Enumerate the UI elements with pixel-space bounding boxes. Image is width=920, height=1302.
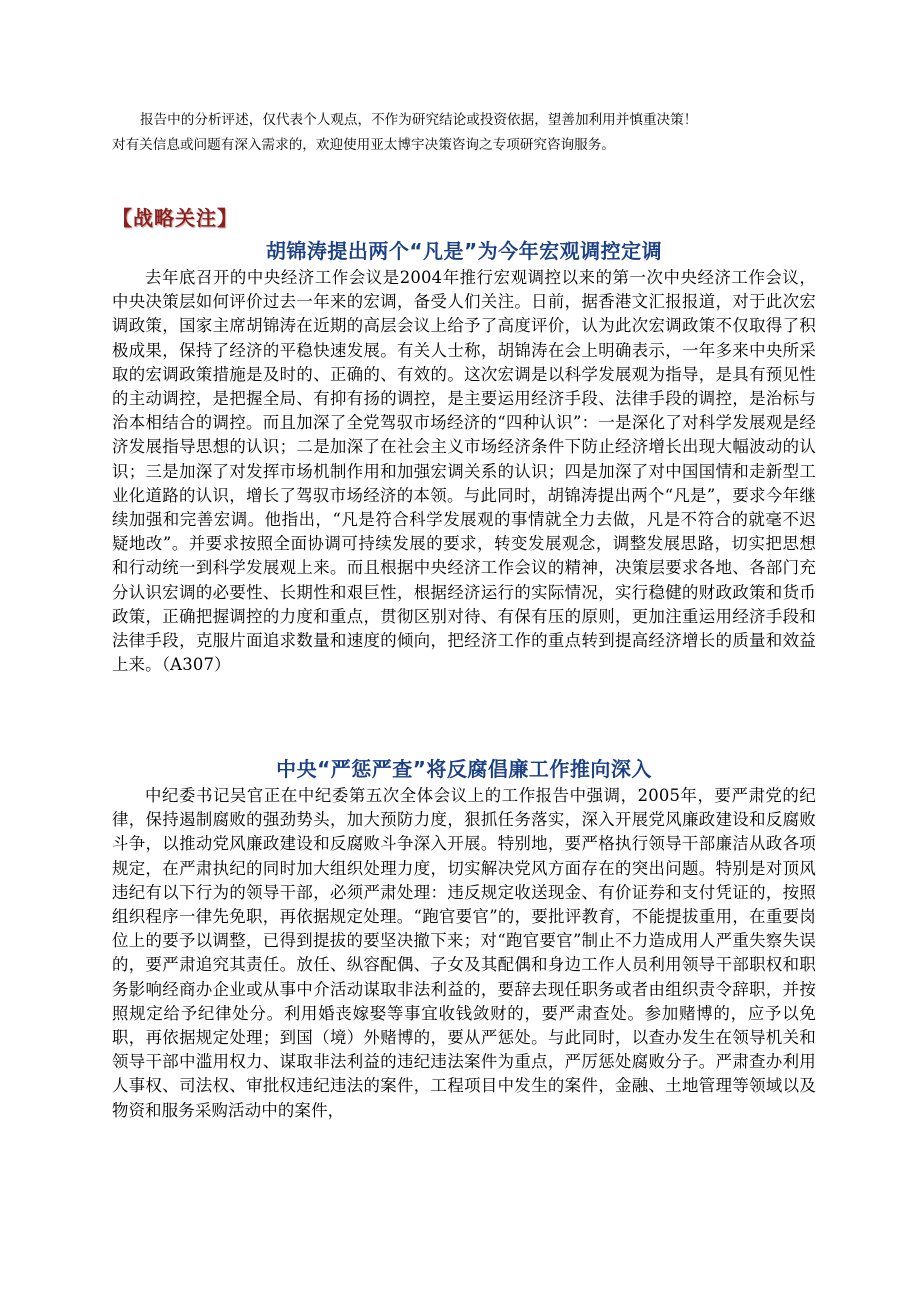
disclaimer <box>112 108 832 158</box>
article-hu-jintao <box>112 236 816 677</box>
section-label: 【战略关注】 <box>112 206 238 230</box>
article-title: 胡锦涛提出两个“凡是”为今年宏观调控定调 <box>265 239 663 263</box>
disclaimer-line-2: 对有关信息或问题有深入需求的，欢迎使用亚太博宇决策咨询之专项研究咨询服务。 <box>112 137 615 153</box>
article-body: 中纪委书记吴官正在中纪委第五次全体会议上的工作报告中强调，2005年，要严肃党的纪律，保持遏制腐败的强劲势头，加大预防力度，狠抓任务落实，深入开展党风廉政建设和反腐败斗争，以推动党风廉政建设和反腐败斗争深入开展。特别地，要严格执行领导干部廉洁从政各项规定，在严肃执纪的同时加大组织处理力度，切实解决党风方面存在的突出问题。特别是对顶风违纪有以下行为的领导干部，必须严肃处理：违反规定收送现金、有价证券和支付凭证的，按照组织程序一律先免职，再依据规定处理。“跑官要官”的，要批评教育，不能提拔重用，在重要岗位上的要予以调整，已得到提拔的要坚决撤下来；对“跑官要官”制止不力造成用人严重失察失误的，要严肃追究其责任。放任、纵容配偶、子女及其配偶和身边工作人员利用领导干部职权和职务影响经商办企业或从事中介活动谋取非法利益的，要辞去现任职务或者由组织责令辞职，并按照规定给予纪律处分。利用婚丧嫁娶等事宜收钱敛财的，要严肃查处。参加赌博的，应予以免职，再依据规定处理；到国（境）外赌博的，要从严惩处。与此同时，以查办发生在领导机关和领导干部中滥用权力、谋取非法利益的违纪违法案件为重点，严厉惩处腐败分子。严肃查办利用人事权、司法权、审批权违纪违法的案件，工程项目中发生的案件，金融、土地管理等领域以及物资和服务采购活动中的案件， <box>112 786 816 1120</box>
article-anti-corruption <box>112 754 816 1123</box>
article-title: 中央“严惩严查”将反腐倡廉工作推向深入 <box>276 757 652 781</box>
disclaimer-line-1: 报告中的分析评述，仅代表个人观点，不作为研究结论或投资依据，望善加利用并慎重决策！ <box>140 112 698 128</box>
article-body: 去年底召开的中央经济工作会议是2004年推行宏观调控以来的第一次中央经济工作会议，中央决策层如何评价过去一年来的宏调，备受人们关注。日前，据香港文汇报报道，对于此次宏调政策，国家主席胡锦涛在近期的高层会议上给予了高度评价，认为此次宏调政策不仅取得了积极成果，保持了经济的平稳快速发展。有关人士称，胡锦涛在会上明确表示，一年多来中央所采取的宏调政策措施是及时的、正确的、有效的。这次宏调是以科学发展观为指导，是具有预见性的主动调控，是把握全局、有抑有扬的调控，是主要运用经济手段、法律手段的调控，是治标与治本相结合的调控。而且加深了全党驾驭市场经济的“四种认识”：一是深化了对科学发展观是经济发展指导思想的认识；二是加深了在社会主义市场经济条件下防止经济增长出现大幅波动的认识；三是加深了对发挥市场机制作用和加强宏调关系的认识；四是加深了对中国国情和走新型工业化道路的认识，增长了驾驭市场经济的本领。与此同时，胡锦涛提出两个“凡是”，要求今年继续加强和完善宏调。他指出，“凡是符合科学发展观的事情就全力去做，凡是不符合的就毫不迟疑地改”。并要求按照全面协调可持续发展的要求，转变发展观念，调整发展思路，切实把思想和行动统一到科学发展观上来。而且根据中央经济工作会议的精神，决策层要求各地、各部门充分认识宏调的必要性、长期性和艰巨性，根据经济运行的实际情况，实行稳健的财政政策和货币政策，正确把握调控的力度和重点，贯彻区别对待、有保有压的原则，更加注重运用经济手段和法律手段，克服片面追求数量和速度的倾向，把经济工作的重点转到提高经济增长的质量和效益上来。（A307） <box>112 268 816 675</box>
